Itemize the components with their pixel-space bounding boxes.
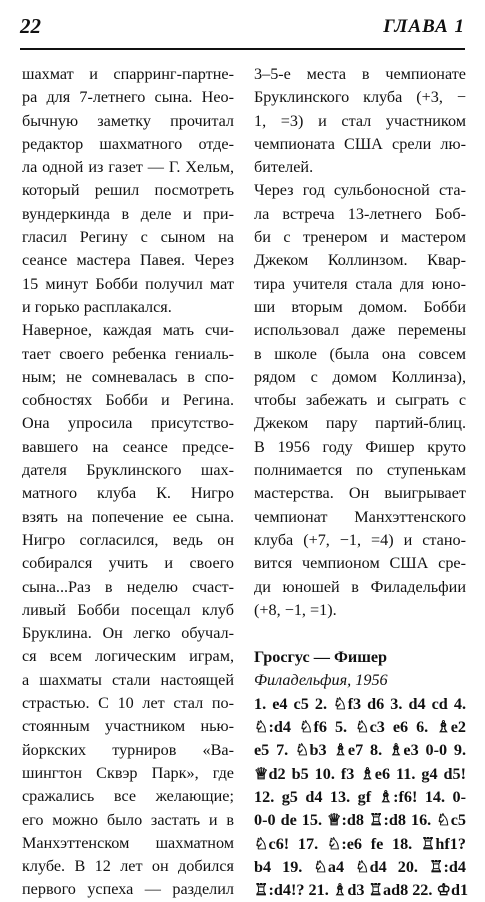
game-title: Гросгус — Фишер xyxy=(254,648,388,667)
text-line: Бруклина. Он легко обучал- xyxy=(22,624,234,643)
text-line: вавшего на сеансе предсе- xyxy=(22,437,234,456)
text-line: тает своего ребенка гениаль- xyxy=(22,344,234,363)
text-line: Наверное, каждая мать счи- xyxy=(22,321,234,340)
text-line: вундеркинда в деле и при- xyxy=(22,204,234,223)
text-line: гласил Регину с сыном на xyxy=(22,228,234,247)
text-line: (+8, −1, =1). xyxy=(254,600,337,619)
header-rule xyxy=(20,48,465,50)
text-line: его можно было застать и в xyxy=(22,810,234,829)
text-line: 12. g5 d4 13. gf ♗:f6! 14. 0- xyxy=(254,787,466,806)
section-gap xyxy=(254,622,466,646)
text-line: 1. e4 c5 2. ♘f3 d6 3. d4 cd 4. xyxy=(254,694,466,713)
text-line: Джеком Коллинзом. Квар- xyxy=(254,251,466,270)
text-line: тира учителя стала для юно- xyxy=(254,274,466,293)
text-line: дателя Бруклинского шах- xyxy=(22,461,234,480)
text-line: вится чемпионом США сре- xyxy=(254,554,466,573)
text-line: шахмат и спарринг-партне- xyxy=(22,65,234,83)
text-line: взять на попечение ее сына. xyxy=(22,507,234,526)
text-line: ди юношей в Филадельфии xyxy=(254,577,466,596)
text-line: редактор шахматного отде- xyxy=(22,134,234,153)
text-line: ра для 7-летнего сына. Нео- xyxy=(22,88,234,107)
text-line: который решил посмотреть xyxy=(22,181,234,200)
text-line: использовал даже перемены xyxy=(254,321,466,340)
text-line: Джеком пару партий-блиц. xyxy=(254,414,466,433)
text-line: e5 7. ♘b3 ♗e7 8. ♗e3 0-0 9. xyxy=(254,741,466,760)
text-line: 15 минут Бобби получил мат xyxy=(22,274,234,293)
text-line: шингтон Сквэр Парк», где xyxy=(22,763,234,782)
text-line: Нигро согласился, ведь он xyxy=(22,530,234,549)
text-line: собирался учить и своего xyxy=(22,554,234,573)
text-line: Бруклинского клуба (+3, − xyxy=(254,88,466,107)
text-line: ла встреча 13-летнего Боб- xyxy=(254,204,466,223)
text-line: сына...Раз в неделю счаст- xyxy=(22,577,234,596)
text-line: чемпионата США срели лю- xyxy=(254,134,466,153)
text-line: ши вторым домом. Бобби xyxy=(254,297,466,316)
text-line: Манхэттенском шахматном xyxy=(22,833,234,852)
text-line: Через год сульбоносной ста- xyxy=(254,181,466,200)
text-line: сеансе мастера Павея. Через xyxy=(22,251,234,270)
game-moves xyxy=(254,693,469,902)
text-line: рядом с домом Коллинза), xyxy=(254,367,466,386)
game-place: Филадельфия, 1956 xyxy=(254,671,388,690)
text-line: бителей. xyxy=(254,158,314,177)
text-line: 3–5-е места в чемпионате xyxy=(254,65,466,83)
text-line: в школе (была она совсем xyxy=(254,344,466,363)
text-line: клубе. В 12 лет он добился xyxy=(22,857,234,876)
text-line: мастерства. Он выигрывает xyxy=(254,484,466,503)
text-line: ла одной из газет — Г. Хельм, xyxy=(22,158,234,177)
text-line: ливый Бобби посещал клуб xyxy=(22,600,234,619)
text-line: Она упросила присутство- xyxy=(22,414,234,433)
text-line: b4 19. ♘a4 ♘d4 20. ♖:d4 xyxy=(254,857,466,876)
page-number: 22 xyxy=(20,14,41,38)
text-line: матного клуба К. Нигро xyxy=(22,484,234,503)
page-header xyxy=(20,14,465,54)
text-line: ♘c6! 17. ♘:e6 fe 18. ♖hf1? xyxy=(254,834,466,853)
text-line: бычную заметку прочитал xyxy=(22,111,234,130)
text-line: полнимается по ступенькам xyxy=(254,461,466,480)
text-line: ♕d2 b5 10. f3 ♗e6 11. g4 d5! xyxy=(254,764,466,783)
text-line: сражались все желающие; xyxy=(22,787,234,806)
text-line: 1, =3) и стал участником xyxy=(254,111,466,130)
right-column-text xyxy=(254,63,466,622)
text-line: стоянным участником нью- xyxy=(22,717,234,736)
text-line: чемпионат Манхэттенского xyxy=(254,507,466,526)
text-line: би с тренером и мастером xyxy=(254,228,466,247)
text-line: чтобы забежать и сыграть с xyxy=(254,391,466,410)
left-column xyxy=(22,63,234,902)
text-line: ♖:d4!? 21. ♗d3 ♖ad8 22. ♔d1 xyxy=(254,881,469,900)
text-line: ся всем логическим играм, xyxy=(22,647,234,666)
right-column xyxy=(254,63,469,902)
text-line: и горько расплакался. xyxy=(22,297,172,316)
text-line: В 1956 году Фишер круто xyxy=(254,437,466,456)
text-line: ным; не сомневалась в спо- xyxy=(22,367,234,386)
text-line: клуба (+7, −1, =4) и стано- xyxy=(254,530,466,549)
text-line: а шахматы стали настоящей xyxy=(22,670,234,689)
text-line: первого успеха — разделил xyxy=(22,880,234,899)
text-line: 0-0 de 15. ♕:d8 ♖:d8 16. ♘c5 xyxy=(254,811,466,830)
text-line: страстью. С 10 лет стал по- xyxy=(22,694,234,713)
text-line: ♘:d4 ♘f6 5. ♘c3 e6 6. ♗e2 xyxy=(254,718,466,737)
text-line: собностях Бобби и Регина. xyxy=(22,391,234,410)
text-line: йоркских турниров «Ва- xyxy=(22,740,234,759)
chapter-title: ГЛАВА 1 xyxy=(383,16,465,37)
